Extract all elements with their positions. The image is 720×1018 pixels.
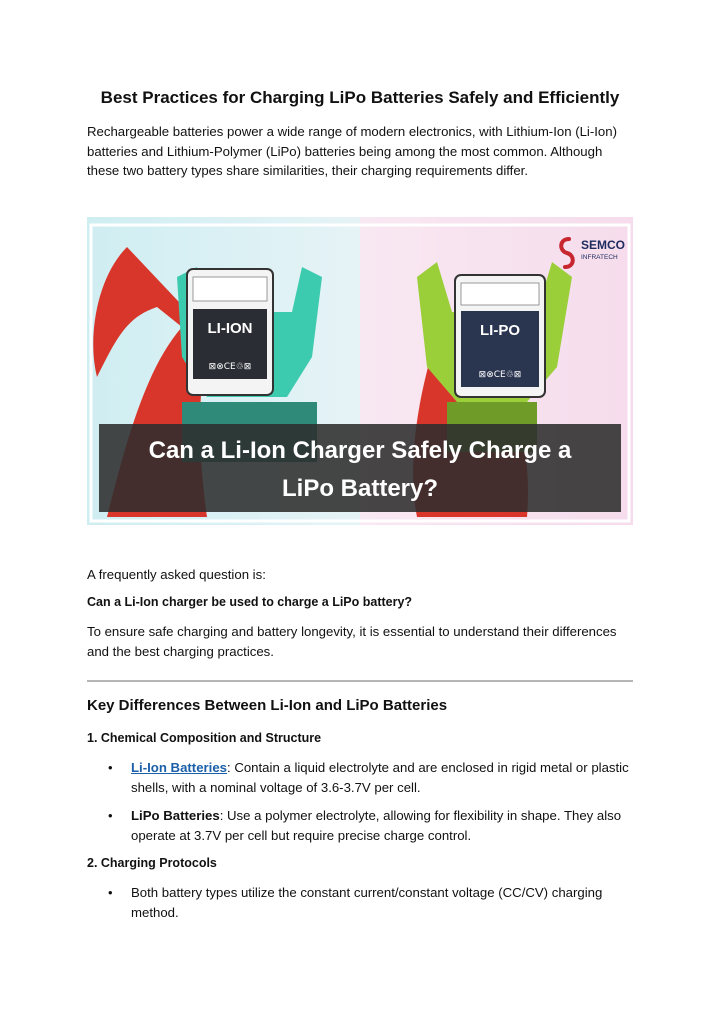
caption-line-2: LiPo Battery? [281,475,439,502]
left-battery-cert-marks: ⊠⊗CE♲⊠ [208,362,252,372]
question-intro: A frequently asked question is: [87,567,266,582]
subheading-chemical-composition: 1. Chemical Composition and Structure [87,731,322,745]
section-divider [87,680,633,682]
lipo-description: : Use a polymer electrolyte, allowing for flexibility in shape. They also operate at 3.7V per cell but require precise charge control. [131,808,622,843]
left-battery-label: LI-ION [207,320,253,337]
bullet-marker: • [108,885,113,900]
question-text: Can a Li-Ion charger be used to charge a LiPo battery? [87,595,413,609]
list-item-cccv: Both battery types utilize the constant current/constant voltage (CC/CV) charging method. [131,885,603,920]
lipo-term: LiPo Batteries [131,808,220,823]
hero-image [87,217,633,525]
bullet-marker: • [108,760,113,775]
li-ion-description: : Contain a liquid electrolyte and are enclosed in rigid metal or plastic shells, with a nominal voltage of 3.6-3.7V per cell. [131,760,629,795]
caption-line-1: Can a Li-Ion Charger Safely Charge a [148,437,572,464]
bullet-marker: • [108,808,113,823]
section-heading: Key Differences Between Li-Ion and LiPo Batteries [87,697,448,714]
right-battery-label: LI-PO [480,322,520,339]
answer-paragraph: To ensure safe charging and battery longevity, it is essential to understand their differences and the best charging practices. [87,624,617,659]
list-item-lipo [131,806,631,845]
intro-paragraph: Rechargeable batteries power a wide range of modern electronics, with Lithium-Ion (Li-Ion) batteries and Lithium-Polymer (LiPo) batteries being among the most common. Although these two battery types share similarities, their charging requirements differ. [87,124,617,178]
li-ion-batteries-link[interactable]: Li-Ion Batteries [131,760,227,775]
li-ion-battery-icon [187,269,273,395]
brand-name: SEMCO [581,238,626,252]
list-item-li-ion [131,758,631,797]
subheading-charging-protocols: 2. Charging Protocols [87,856,217,870]
page-title: Best Practices for Charging LiPo Batteries Safely and Efficiently [100,88,620,107]
right-battery-cert-marks: ⊠⊗CE♲⊠ [478,370,522,380]
li-po-battery-icon [455,275,545,397]
brand-subtitle: INFRATECH [581,254,618,261]
